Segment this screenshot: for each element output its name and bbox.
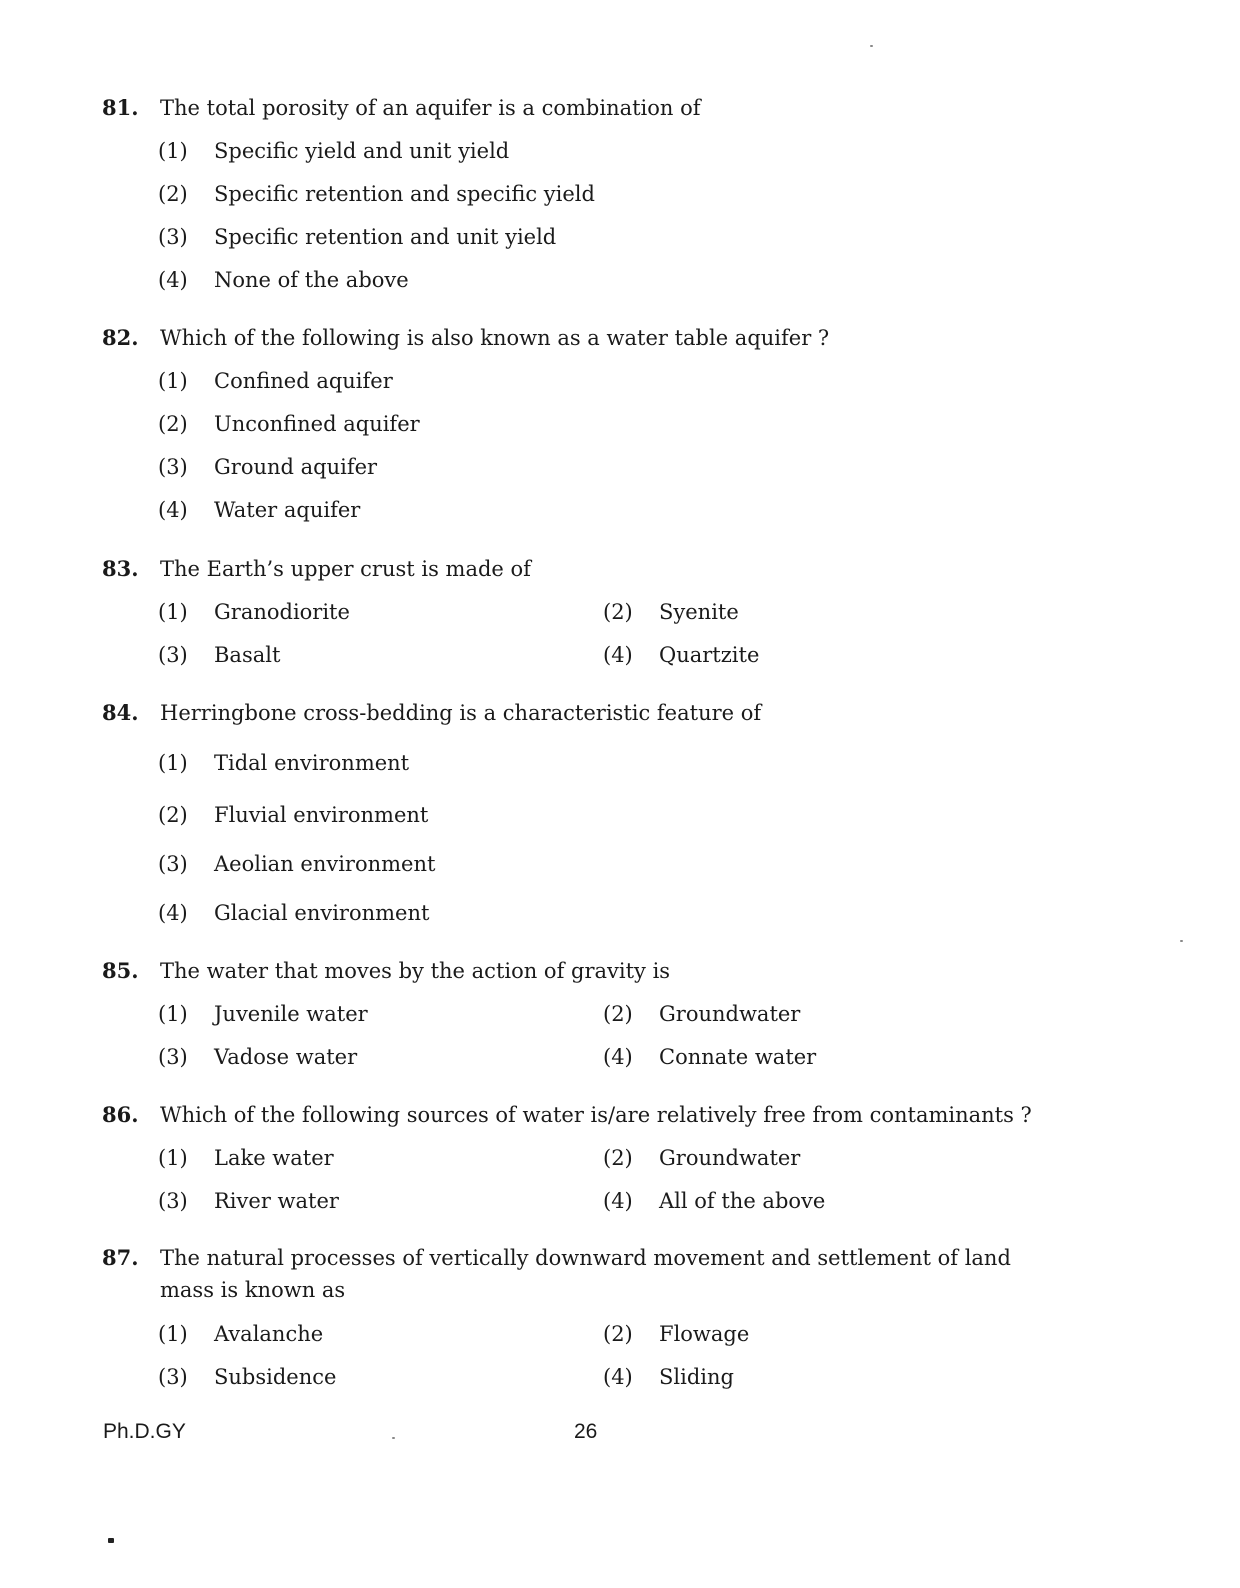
option-text: Juvenile water <box>214 1002 368 1026</box>
option-text: River water <box>214 1189 339 1213</box>
option-number: (1) <box>158 369 188 393</box>
option-number: (1) <box>158 600 188 624</box>
question-number: 84. <box>102 700 139 725</box>
option-number: (3) <box>158 455 188 479</box>
question-81 <box>0 92 1240 292</box>
option-number: (2) <box>603 1002 633 1026</box>
option-number: (4) <box>603 1365 633 1389</box>
option-text: Lake water <box>214 1146 334 1170</box>
question-84 <box>0 697 1240 925</box>
option-text: Ground aquifer <box>214 455 378 479</box>
question-text: Which of the following is also known as a water table aquifer ? <box>160 326 830 350</box>
option-text: Groundwater <box>659 1146 801 1170</box>
option-number: (3) <box>158 1365 188 1389</box>
option-number: (4) <box>158 901 188 925</box>
option-number: (4) <box>603 643 633 667</box>
option-number: (4) <box>603 1045 633 1069</box>
question-86 <box>0 1099 1240 1213</box>
option-number: (1) <box>158 1002 188 1026</box>
option-text: All of the above <box>659 1189 826 1213</box>
option-number: (2) <box>603 1146 633 1170</box>
option-text: Glacial environment <box>214 901 430 925</box>
option-text: Confined aquifer <box>214 369 393 393</box>
option-number: (3) <box>158 852 188 876</box>
question-text: The water that moves by the action of gravity is <box>160 959 671 983</box>
option-text: Avalanche <box>214 1322 324 1346</box>
option-number: (3) <box>158 1045 188 1069</box>
option-text: None of the above <box>214 268 409 292</box>
option-number: (2) <box>158 803 188 827</box>
page-number: 26 <box>574 1420 598 1443</box>
option-number: (1) <box>158 751 188 775</box>
option-text: Fluvial environment <box>214 803 429 827</box>
question-number: 86. <box>102 1102 139 1127</box>
option-text: Sliding <box>659 1365 734 1389</box>
option-text: Granodiorite <box>214 600 350 624</box>
option-number: (1) <box>158 139 188 163</box>
option-number: (4) <box>158 498 188 522</box>
question-85 <box>0 955 1240 1069</box>
question-text: The Earth’s upper crust is made of <box>160 557 531 581</box>
scan-speck <box>108 1538 114 1543</box>
option-number: (2) <box>158 412 188 436</box>
question-83 <box>0 553 1240 667</box>
question-number: 82. <box>102 325 139 350</box>
scan-speck <box>870 45 873 47</box>
option-number: (2) <box>603 600 633 624</box>
option-text: Aeolian environment <box>214 852 436 876</box>
scan-speck <box>1180 940 1183 942</box>
question-text: The total porosity of an aquifer is a combination of <box>160 96 701 120</box>
option-text: Vadose water <box>214 1045 358 1069</box>
option-text: Syenite <box>659 600 739 624</box>
option-text: Water aquifer <box>214 498 361 522</box>
option-number: (1) <box>158 1146 188 1170</box>
question-text: Which of the following sources of water is/are relatively free from contaminants ? <box>160 1103 1032 1127</box>
option-number: (3) <box>158 225 188 249</box>
question-87 <box>0 1242 1240 1389</box>
option-text: Flowage <box>659 1322 750 1346</box>
question-number: 85. <box>102 958 139 983</box>
option-text: Quartzite <box>659 643 760 667</box>
question-number: 81. <box>102 95 139 120</box>
question-82 <box>0 322 1240 522</box>
option-text: Basalt <box>214 643 281 667</box>
option-number: (4) <box>603 1189 633 1213</box>
option-text: Connate water <box>659 1045 817 1069</box>
option-text: Specific yield and unit yield <box>214 139 510 163</box>
option-text: Specific retention and unit yield <box>214 225 557 249</box>
option-text: Groundwater <box>659 1002 801 1026</box>
option-text: Tidal environment <box>214 751 410 775</box>
question-number: 87. <box>102 1245 139 1270</box>
scan-speck <box>392 1437 395 1439</box>
option-number: (2) <box>158 182 188 206</box>
option-number: (4) <box>158 268 188 292</box>
option-number: (3) <box>158 1189 188 1213</box>
question-text: Herringbone cross-bedding is a characteristic feature of <box>160 701 762 725</box>
paper-code: Ph.D.GY <box>103 1420 186 1443</box>
option-text: Specific retention and specific yield <box>214 182 595 206</box>
question-text: The natural processes of vertically downward movement and settlement of land mass is known as <box>160 1246 1011 1302</box>
option-number: (2) <box>603 1322 633 1346</box>
option-text: Subsidence <box>214 1365 337 1389</box>
option-text: Unconfined aquifer <box>214 412 420 436</box>
question-number: 83. <box>102 556 139 581</box>
option-number: (1) <box>158 1322 188 1346</box>
option-number: (3) <box>158 643 188 667</box>
